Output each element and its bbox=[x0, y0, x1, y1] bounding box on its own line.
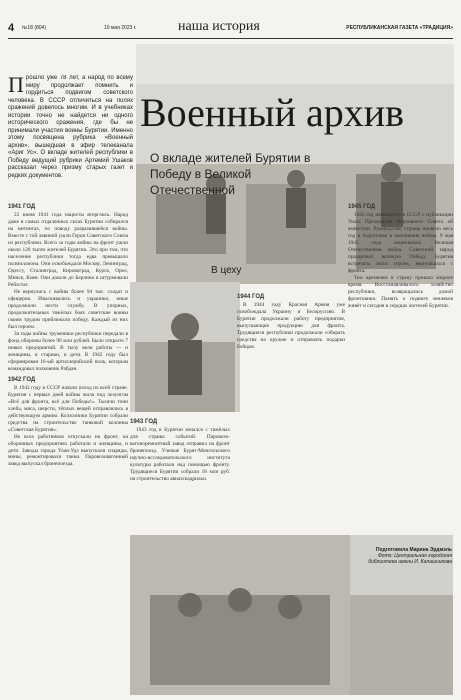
article-title: Военный архив bbox=[140, 90, 405, 135]
heading-1942: 1942 ГОД bbox=[8, 376, 36, 383]
heading-1941: 1941 ГОД bbox=[8, 204, 36, 210]
heading-1945: 1945 ГОД bbox=[348, 204, 376, 210]
column-2-text bbox=[130, 415, 230, 535]
paragraph: В 1942 году в СССР начали поход по всей стране. Бурятия с первых дней войны жила под лозунгом «Всё для фронта, всё для Победы!». Тысячи тонн хлеба, мяса, шерсти, тёплых вещей отправлялись в действующую армию. Колхозники Бурятии собрали средства на строительство танковой колонны «Советская Бурятия». bbox=[8, 384, 128, 433]
newspaper-name: РЕСПУБЛИКАНСКАЯ ГАЗЕТА «ТРАДИЦИЯ» bbox=[346, 25, 453, 31]
paragraph: Не вернулись с войны более 94 тыс. солдат и офицеров. Изыскивались и украинки, иные продолжили нести службу. В упорных, продолжительных тяжёлых боях советские воины своим трудом приближали победу. Каждый из них был героем. bbox=[8, 288, 128, 330]
photo-caption: В цеху bbox=[211, 265, 242, 276]
page-header bbox=[8, 19, 453, 39]
intro-text: рошло уже 78 лет, а народ по всему миру продолжает помнить и гордиться подвигом советского человека. В СССР отличиться на полях сражений довелось многим. И в учебниках истории точно не найдется ни одного исторического сражения, где бы не принимали участия воины Бурятии. Именно этому посвящена рубрика «Военный архив», вышедшая в эфир телеканала «Ариг Ус». О вкладе жителей республики в Победу ведущий рубрики Артемий Ушаков рассказал через призму старых газет и редких документов. bbox=[8, 75, 133, 179]
article-subtitle: О вкладе жителей Бурятии в Победу в Великой Отечественной bbox=[150, 151, 311, 198]
middle-archive-photo bbox=[130, 282, 240, 412]
paragraph: 1943 год в Бурятии начался с тяжёлых для страны событий. Паровозо-вагоноремонтный завод отправил на фронт бронепоезд. Ученые Бурят-Монгольского научно-исследовательского института культуры работали над помощью фронту. Трудящиеся Бурятии собрали 18 млн руб. на строительство авиаэскадрильи. bbox=[130, 427, 230, 482]
column-3-text bbox=[237, 290, 345, 530]
paragraph: Тем временем в страну пришло мирное время. Восстанавливалось хозяйство республики, возвращались домой фронтовики. Память о подвиге земляков живёт и сегодня в сердцах жителей Бурятии. bbox=[348, 274, 453, 309]
page-number: 4 bbox=[8, 22, 15, 34]
paragraph: 22 июня 1941 года нацисты вторглись. Народ даже в самых отдаленных селах Бурятии собирался на митингах, по поводу разразившейся войны. Вместе с той лавиной ушли Герои Советского Союза из республики. Всего за годы войны на фронт ушли около 120 тысяч жителей Бурятии. Это при том, что население республики тогда едва превышало полмиллиона. Они освобождали Москву, Ленинград, Одессу, Сталинград, Кировоград, Курск, Орел, Минск, Киев. Они дошли до Берлина и штурмовали Рейхстаг. bbox=[8, 212, 128, 288]
issue-number: №18 (804) bbox=[22, 25, 46, 31]
section-title: наша история bbox=[178, 19, 260, 34]
heading-1943: 1943 ГОД bbox=[130, 419, 158, 425]
article-credits bbox=[352, 547, 452, 565]
issue-date: 10 мая 2023 г. bbox=[104, 25, 137, 31]
heading-1944: 1944 ГОД bbox=[237, 294, 265, 300]
paragraph: В 1944 году Красная Армия уже освобождала Украину и Белоруссию. В Бурятии продолжали работу предприятия, выпускающие продукцию для фронта. Трудящиеся республики продолжали собирать средства на оружие и отправлять подарки бойцам. bbox=[237, 302, 345, 350]
drop-cap: П bbox=[8, 75, 24, 97]
paragraph: 1945 год начинается в СССР с публикации Указа Президиума Верховного Совета об амнистии. Руководство страны провело весь год в подготовке к окончанию войны. 9 мая 1945 года закончилась Великая Отечественная война. Советский народ праздновал великую Победу. Бурятия встречала своих героев, вернувшихся с фронта. bbox=[348, 212, 453, 274]
column-1 bbox=[8, 200, 128, 692]
column-4-text bbox=[348, 200, 453, 545]
article-author: Подготовила Марина Эрдмэль bbox=[375, 547, 452, 553]
photo-source: Фото: Центральная городская библиотека имени И. Калашникова bbox=[368, 553, 452, 565]
paragraph: Не всех работников отпускали на фронт, на оборонных предприятиях работали и женщины, и дети. Заводы города Улан-Удэ выпускали снаряды, мины, ремонтировали танки. Паровозовагонный завод выпускал бронепоезда. bbox=[8, 433, 128, 468]
article-intro bbox=[8, 75, 133, 190]
paragraph: За годы войны труженики республики передали в фонд обороны более 90 млн рублей. Было открыто 7 новых предприятий. В тылу вели работы — и женщины, и старики, и дети. В 1942 году был сформирован 16-ый артиллерийский полк, которым командовал полковник Рабдан. bbox=[8, 330, 128, 372]
